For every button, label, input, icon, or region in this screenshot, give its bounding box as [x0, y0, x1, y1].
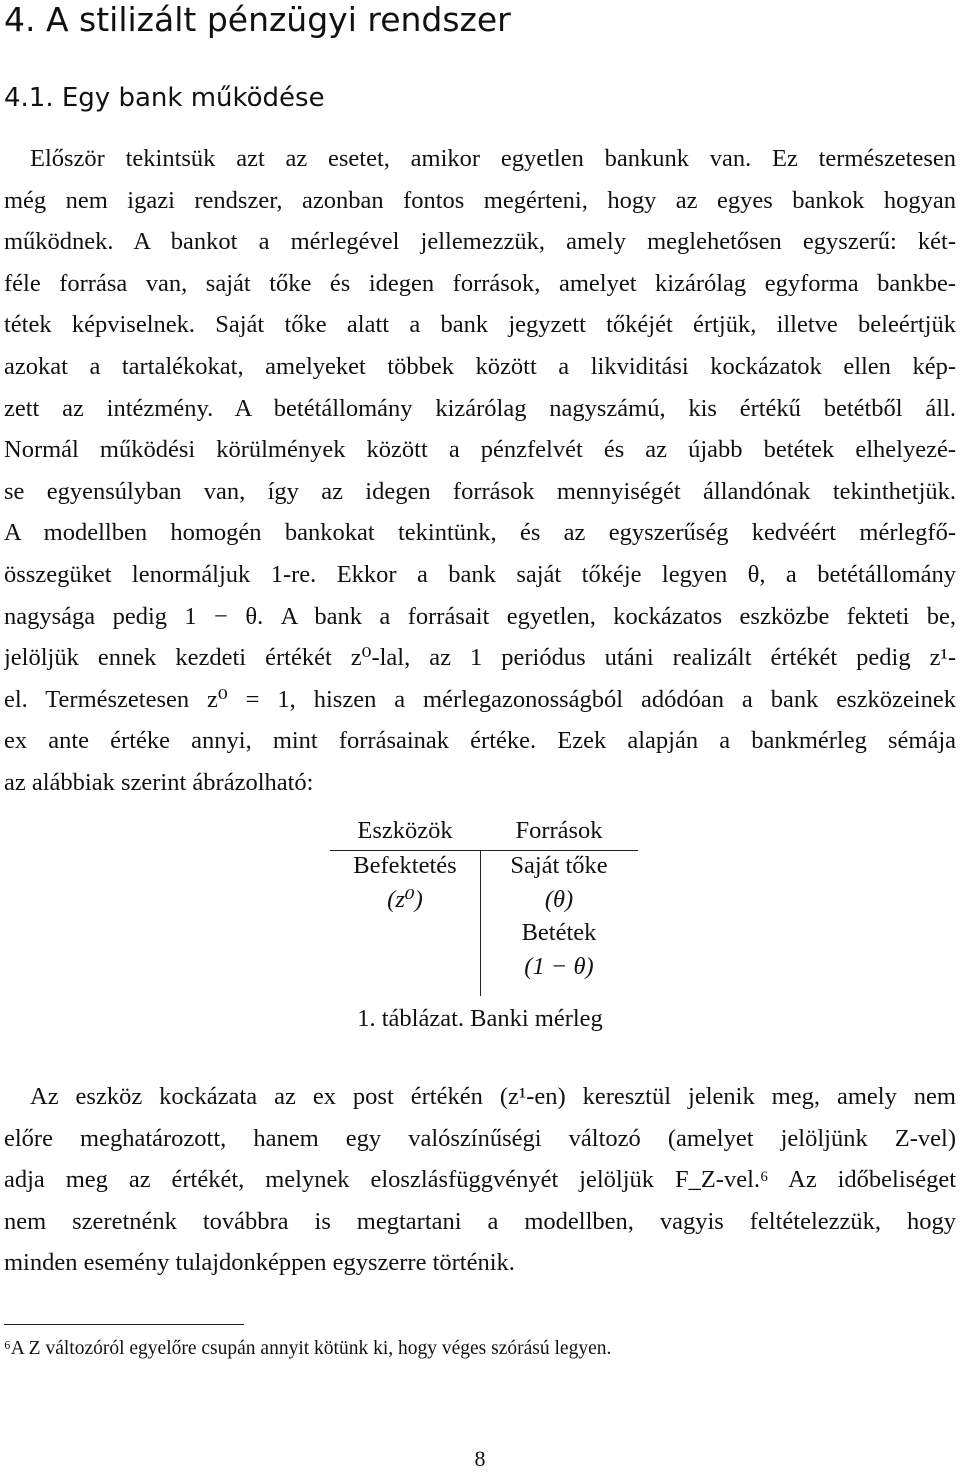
text-line: Először tekintsük azt az esetet, amikor egyetlen bankunk van. Ez természetesen — [30, 145, 956, 172]
text-line: minden esemény tulajdonképpen egyszerre történik. — [4, 1249, 515, 1277]
header-assets: Eszközök — [357, 817, 453, 844]
text-line: adja meg az értékét, melynek eloszlásfüggvényét jelöljük F_Z-vel.⁶ Az időbeliséget — [4, 1166, 956, 1194]
text-line: összegüket lenormáljuk 1-re. Ekkor a bank saját tőkéje legyen θ, a betétállomány — [4, 560, 956, 588]
text-line: A modellben homogén bankokat tekintünk, és az egyszerűség kedvéért mérlegfő- — [4, 519, 956, 547]
text-line: működnek. A bankot a mérlegével jellemezzük, amely meglehetősen egyszerű: két- — [4, 228, 956, 256]
text-line: zett az intézmény. A betétállomány kizárólag nagyszámú, kis értékű betétből áll. — [4, 394, 956, 422]
text-line: előre meghatározott, hanem egy valószínűségi változó (amelyet jelöljünk Z-vel) — [4, 1124, 956, 1152]
asset-value: (z⁰) — [387, 886, 423, 913]
text-line: nagysága pedig 1 − θ. A bank a forrásait egyetlen, kockázatos eszközbe fekteti be, — [4, 602, 956, 630]
paragraph-risk — [4, 1076, 956, 1284]
table-caption: 1. táblázat. Banki mérleg — [357, 1005, 603, 1032]
text-line: még nem igazi rendszer, azonban fontos megérteni, hogy az egyes bankok hogyan — [4, 186, 956, 214]
text-line: el. Természetesen z⁰ = 1, hiszen a mérlegazonosságból adódóan a bank eszközeinek — [4, 685, 956, 713]
section-heading: 4. A stilizált pénzügyi rendszer — [4, 0, 511, 39]
text-line: tétek képviselnek. Saját tőke alatt a bank jegyzett tőkéjét értjük, illetve beleértjük — [4, 311, 956, 339]
subsection-heading: 4.1. Egy bank működése — [4, 83, 325, 113]
text-line: Az eszköz kockázata az ex post értékén (z¹-en) keresztül jelenik meg, amely nem — [30, 1083, 956, 1110]
balance-sheet-table — [330, 814, 640, 984]
footnote: ⁶A Z változóról egyelőre csupán annyit kötünk ki, hogy véges szórású legyen. — [4, 1338, 612, 1359]
text-line: jelöljük ennek kezdeti értékét z⁰-lal, az 1 periódus utáni realizált értékét pedig z¹- — [4, 644, 956, 672]
deposits-label: Betétek — [521, 919, 597, 946]
text-line: se egyensúlyban van, így az idegen források mennyiségét állandónak tekinthetjük. — [4, 477, 956, 505]
text-line: nem szeretnénk továbbra is megtartani a modellben, vagyis feltételezzük, hogy — [4, 1207, 956, 1235]
equity-value: (θ) — [544, 886, 574, 913]
text-line: féle forrása van, saját tőke és idegen források, amelyet kizárólag egyforma bankbe- — [4, 269, 956, 297]
text-line: az alábbiak szerint ábrázolható: — [4, 768, 314, 796]
page-number: 8 — [474, 1446, 486, 1471]
asset-investment: Befektetés — [353, 852, 457, 879]
paragraph-intro — [4, 138, 956, 804]
deposits-value: (1 − θ) — [524, 953, 594, 980]
table-column-rule — [480, 850, 481, 996]
text-line: azokat a tartalékokat, amelyeket többek között a likviditási kockázatok ellen kép- — [4, 352, 956, 380]
equity-label: Saját tőke — [510, 852, 608, 879]
header-liabilities: Források — [515, 817, 603, 844]
footnote-rule — [4, 1324, 244, 1325]
text-line: ex ante értéke annyi, mint forrásainak értéke. Ezek alapján a bankmérleg sémája — [4, 727, 956, 755]
text-line: Normál működési körülmények között a pénzfelvét és az újabb betétek elhelyezé- — [4, 436, 956, 464]
